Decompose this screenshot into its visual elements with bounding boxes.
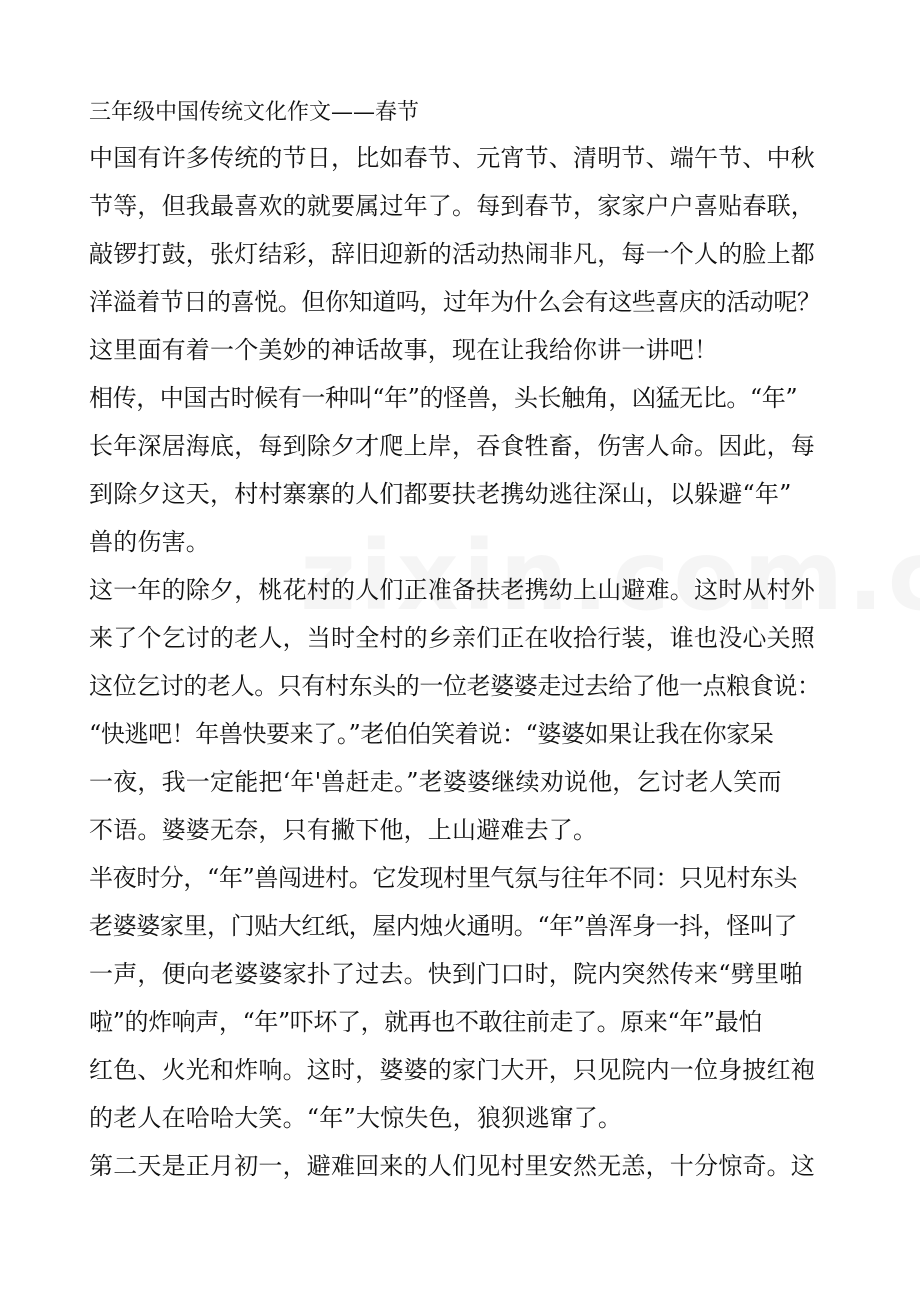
- text-line: 一声，便向老婆婆家扑了过去。快到门口时，院内突然传来“劈里啪: [89, 960, 804, 988]
- text-line: 敲锣打鼓，张灯结彩，辞旧迎新的活动热闹非凡，每一个人的脸上都: [89, 240, 815, 268]
- text-line: 这一年的除夕，桃花村的人们正准备扶老携幼上山避难。这时从村外: [89, 576, 815, 604]
- text-line: 老婆婆家里，门贴大红纸，屋内烛火通明。“年”兽浑身一抖，怪叫了: [89, 912, 798, 940]
- text-line: 的老人在哈哈大笑。“年”大惊失色，狼狈逃窜了。: [89, 1104, 623, 1132]
- text-line: 不语。婆婆无奈，只有撇下他，上山避难去了。: [89, 816, 598, 844]
- text-line: 中国有许多传统的节日，比如春节、元宵节、清明节、端午节、中秋: [89, 144, 815, 172]
- text-line: 到除夕这天，村村寨寨的人们都要扶老携幼逃往深山，以躲避“年”: [89, 480, 792, 508]
- text-line: 红色、火光和炸响。这时，婆婆的家门大开，只见院内一位身披红袍: [89, 1056, 815, 1084]
- text-line: 长年深居海底，每到除夕才爬上岸，吞食牲畜，伤害人命。因此，每: [89, 432, 815, 460]
- document-title: 三年级中国传统文化作文——春节: [89, 100, 420, 125]
- text-line: 来了个乞讨的老人，当时全村的乡亲们正在收拾行装，谁也没心关照: [89, 624, 815, 652]
- text-line: 这里面有着一个美妙的神话故事，现在让我给你讲一讲吧！: [89, 336, 719, 364]
- text-line: 洋溢着节日的喜悦。但你知道吗，过年为什么会有这些喜庆的活动呢？: [89, 288, 821, 316]
- paragraph-5: [89, 1142, 834, 1190]
- text-line: 第二天是正月初一，避难回来的人们见村里安然无恙，十分惊奇。这: [89, 1152, 815, 1180]
- document-body: [89, 92, 834, 1190]
- text-line: 这位乞讨的老人。只有村东头的一位老婆婆走过去给了他一点粮食说：: [89, 672, 821, 700]
- paragraph-3: [89, 566, 834, 854]
- paragraph-1: [89, 134, 834, 374]
- paragraph-4: [89, 854, 834, 1142]
- text-line: 兽的伤害。: [89, 528, 210, 556]
- text-line: “快逃吧！年兽快要来了。”老伯伯笑着说：“婆婆如果让我在你家呆: [89, 720, 774, 748]
- text-line: 半夜时分，“年”兽闯进村。它发现村里气氛与往年不同：只见村东头: [89, 864, 798, 892]
- paragraph-2: [89, 374, 834, 566]
- text-line: 啦”的炸响声，“年”吓坏了，就再也不敢往前走了。原来“年”最怕: [89, 1008, 762, 1036]
- text-line: 节等，但我最喜欢的就要属过年了。每到春节，家家户户喜贴春联，: [89, 192, 815, 220]
- text-line: 相传，中国古时候有一种叫“年”的怪兽，头长触角，凶猛无比。“年”: [89, 384, 798, 412]
- text-line: 一夜，我一定能把‘年'兽赶走。”老婆婆继续劝说他，乞讨老人笑而: [89, 768, 782, 796]
